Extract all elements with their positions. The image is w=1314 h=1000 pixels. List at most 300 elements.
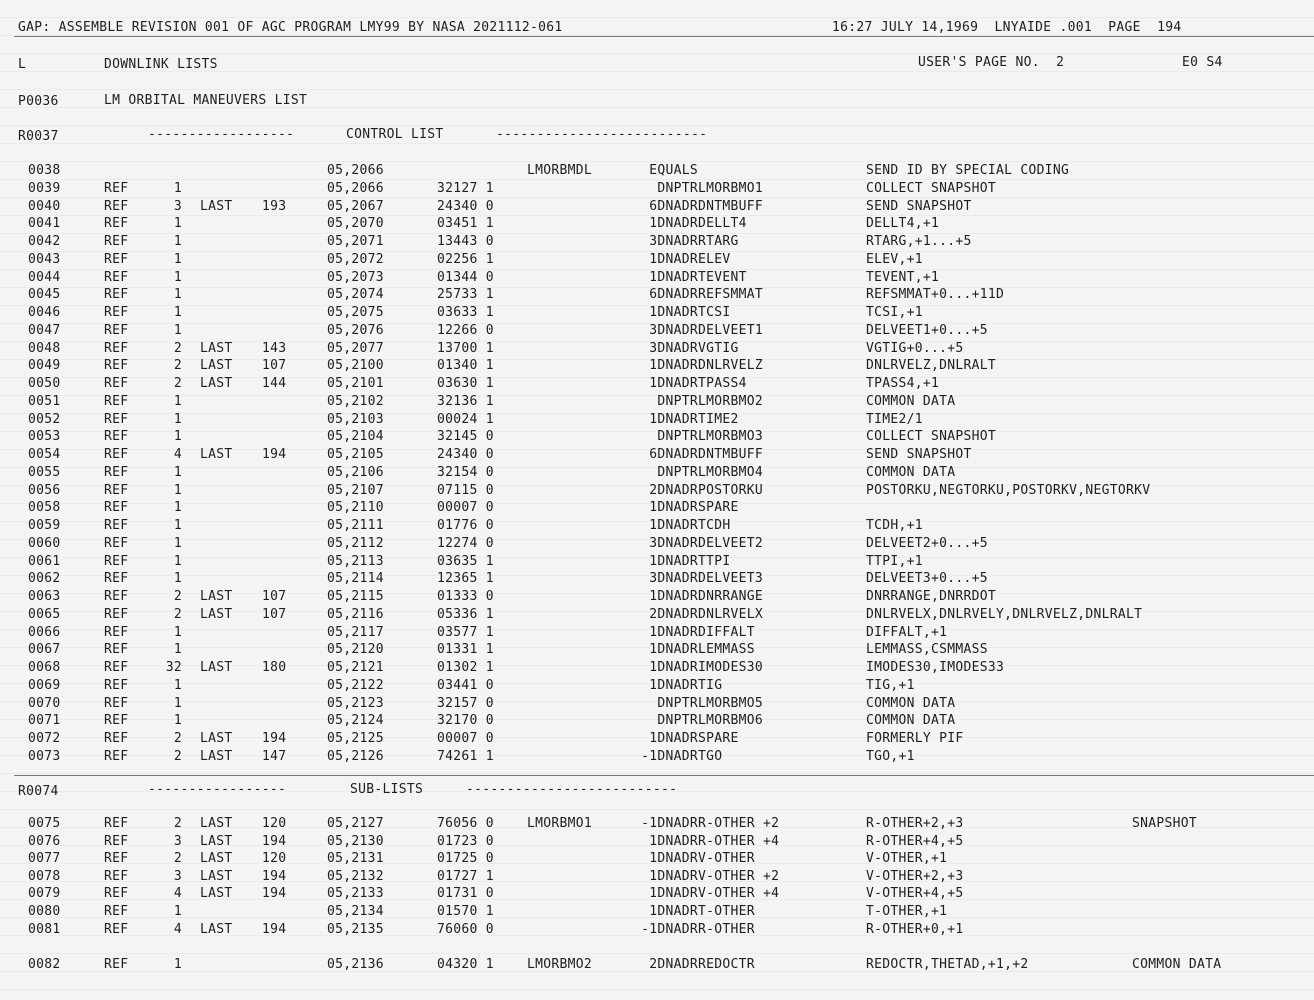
octal-value: 01302 1 (437, 660, 494, 675)
listing-row (0, 695, 1314, 712)
opcode: 1DNADR (649, 677, 698, 693)
last-page: 107 (262, 606, 287, 622)
address: 05,2101 (327, 376, 384, 391)
last-page: 194 (262, 833, 287, 849)
opcode: 3DNADR (649, 234, 698, 249)
listing-row (0, 553, 1314, 570)
ref-count: 1 (173, 624, 182, 640)
line-number: 0059 (28, 518, 61, 533)
octal-value: 03441 0 (437, 677, 494, 693)
line-number: 0070 (28, 695, 61, 711)
comment: TIG,+1 (866, 677, 915, 693)
symbol-label: LMORBMO2 (527, 957, 593, 972)
line-number: 0047 (28, 322, 61, 338)
last-keyword: LAST (200, 921, 233, 937)
line-number: 0063 (28, 589, 61, 604)
symbol-label: LMORBMDL (527, 163, 593, 178)
comment: COMMON DATA (866, 393, 956, 409)
opcode: 3DNADR (649, 535, 698, 551)
ref-keyword: REF (104, 868, 129, 884)
comment: R-OTHER+0,+1 (866, 921, 964, 937)
line-number: 0075 (28, 816, 61, 831)
line-number: 0046 (28, 305, 61, 320)
address: 05,2124 (327, 713, 384, 729)
ref-count: 1 (173, 904, 182, 919)
operand: TEVENT (698, 269, 747, 285)
last-keyword: LAST (200, 589, 233, 604)
section-rule (14, 775, 1314, 776)
octal-value: 32127 1 (437, 180, 494, 196)
opcode: 6DNADR (649, 287, 698, 303)
listing-row (0, 535, 1314, 552)
ref-count: 1 (173, 518, 182, 533)
last-page: 194 (262, 447, 287, 462)
control-list-heading: CONTROL LIST (346, 127, 444, 142)
listing-row (0, 357, 1314, 374)
opcode: 1DNADR (649, 518, 698, 533)
opcode: DNPTR (657, 393, 698, 409)
line-number: 0080 (28, 904, 61, 919)
ref-count: 1 (173, 180, 182, 196)
ref-count: 4 (173, 886, 182, 902)
octal-value: 03633 1 (437, 305, 494, 320)
listing-row (0, 624, 1314, 641)
octal-value: 24340 0 (437, 198, 494, 214)
ref-count: 1 (173, 287, 182, 303)
ref-keyword: REF (104, 198, 129, 214)
line-number: 0045 (28, 287, 61, 303)
ref-keyword: REF (104, 287, 129, 303)
octal-value: 01331 1 (437, 642, 494, 658)
opcode: 1DNADR (649, 553, 698, 569)
ref-count: 1 (173, 464, 182, 480)
header-rule (14, 36, 1314, 37)
comment: COMMON DATA (866, 464, 956, 480)
line-number: 0051 (28, 393, 61, 409)
opcode: 1DNADR (649, 216, 698, 232)
operand: TCSI (698, 305, 731, 320)
ref-count: 2 (173, 731, 182, 746)
operand: DNLRVELZ (698, 358, 764, 374)
opcode: -1DNADR (641, 748, 698, 764)
listing-row (0, 850, 1314, 867)
ref-keyword: REF (104, 180, 129, 196)
octal-value: 04320 1 (437, 957, 494, 972)
listing-row (0, 712, 1314, 729)
comment: REFSMMAT+0...+11D (866, 287, 1005, 303)
operand: DNTMBUFF (698, 447, 764, 462)
ref-keyword: REF (104, 216, 129, 232)
control-dash-left: ------------------ (148, 127, 295, 142)
ref-count: 3 (173, 833, 182, 849)
comment: SEND SNAPSHOT (866, 198, 972, 214)
octal-value: 05336 1 (437, 606, 494, 622)
ref-count: 2 (173, 851, 182, 867)
ref-keyword: REF (104, 833, 129, 849)
ref-count: 1 (173, 482, 182, 498)
ref-count: 1 (173, 500, 182, 516)
ref-keyword: REF (104, 571, 129, 587)
opcode: 1DNADR (649, 358, 698, 374)
ref-keyword: REF (104, 269, 129, 285)
listing-row (0, 304, 1314, 321)
line-number: 0058 (28, 500, 61, 516)
listing-row (0, 286, 1314, 303)
section-title: DOWNLINK LISTS (104, 57, 218, 72)
comment: IMODES30,IMODES33 (866, 660, 1005, 675)
comment: TCSI,+1 (866, 305, 923, 320)
listing-row (0, 748, 1314, 765)
ref-count: 1 (173, 695, 182, 711)
address: 05,2112 (327, 535, 384, 551)
octal-value: 01723 0 (437, 833, 494, 849)
operand: DNRRANGE (698, 589, 764, 604)
operand: LMORBMO4 (698, 464, 764, 480)
line-number: 0072 (28, 731, 61, 746)
opcode: -1DNADR (641, 816, 698, 831)
ref-count: 1 (173, 393, 182, 409)
p-line-number: P0036 (18, 94, 59, 109)
opcode: 1DNADR (649, 660, 698, 675)
operand: T-OTHER (698, 904, 755, 919)
operand: REDOCTR (698, 957, 755, 972)
line-number: 0052 (28, 411, 61, 427)
octal-value: 03630 1 (437, 376, 494, 391)
ref-keyword: REF (104, 411, 129, 427)
comment: VGTIG+0...+5 (866, 340, 964, 356)
octal-value: 03635 1 (437, 553, 494, 569)
ref-count: 1 (173, 677, 182, 693)
ref-keyword: REF (104, 606, 129, 622)
ref-keyword: REF (104, 234, 129, 249)
line-number: 0060 (28, 535, 61, 551)
opcode: 1DNADR (649, 624, 698, 640)
ref-count: 2 (173, 606, 182, 622)
last-page: 194 (262, 868, 287, 884)
address: 05,2133 (327, 886, 384, 902)
ref-keyword: REF (104, 589, 129, 604)
eo-marker: E0 S4 (1182, 55, 1223, 70)
ref-count: 1 (173, 322, 182, 338)
listing-row (0, 517, 1314, 534)
octal-value: 00007 0 (437, 500, 494, 516)
operand: ELEV (698, 251, 731, 267)
octal-value: 74261 1 (437, 748, 494, 764)
ref-keyword: REF (104, 851, 129, 867)
octal-value: 25733 1 (437, 287, 494, 303)
address: 05,2105 (327, 447, 384, 462)
octal-value: 02256 1 (437, 251, 494, 267)
opcode: 2DNADR (649, 606, 698, 622)
operand: DELLT4 (698, 216, 747, 232)
octal-value: 01776 0 (437, 518, 494, 533)
listing-row (0, 868, 1314, 885)
operand: DELVEET2 (698, 535, 764, 551)
last-page: 147 (262, 748, 287, 764)
address: 05,2117 (327, 624, 384, 640)
listing-row (0, 730, 1314, 747)
comment: DELVEET2+0...+5 (866, 535, 988, 551)
line-number: 0056 (28, 482, 61, 498)
address: 05,2066 (327, 180, 384, 196)
comment: TGO,+1 (866, 748, 915, 764)
line-number: 0061 (28, 553, 61, 569)
listing-row (0, 375, 1314, 392)
octal-value: 12274 0 (437, 535, 494, 551)
octal-value: 01725 0 (437, 851, 494, 867)
address: 05,2074 (327, 287, 384, 303)
address: 05,2114 (327, 571, 384, 587)
last-page: 193 (262, 198, 287, 214)
assembly-header: GAP: ASSEMBLE REVISION 001 OF AGC PROGRAM LMY99 BY NASA 2021112-061 (18, 20, 563, 35)
ref-keyword: REF (104, 748, 129, 764)
line-number: 0076 (28, 833, 61, 849)
listing-row (0, 322, 1314, 339)
last-keyword: LAST (200, 731, 233, 746)
operand: IMODES30 (698, 660, 764, 675)
opcode: DNPTR (657, 429, 698, 445)
octal-value: 01344 0 (437, 269, 494, 285)
line-number: 0043 (28, 251, 61, 267)
octal-value: 00024 1 (437, 411, 494, 427)
ref-count: 32 (165, 660, 182, 675)
line-number: 0068 (28, 660, 61, 675)
address: 05,2134 (327, 904, 384, 919)
opcode: 1DNADR (649, 411, 698, 427)
line-number: 0073 (28, 748, 61, 764)
ref-count: 2 (173, 340, 182, 356)
last-keyword: LAST (200, 606, 233, 622)
listing-row (0, 885, 1314, 902)
ref-count: 1 (173, 571, 182, 587)
last-page: 144 (262, 376, 287, 391)
comment: FORMERLY PIF (866, 731, 964, 746)
address: 05,2123 (327, 695, 384, 711)
address: 05,2066 (327, 163, 384, 178)
octal-value: 07115 0 (437, 482, 494, 498)
opcode: 1DNADR (649, 851, 698, 867)
last-page: 120 (262, 816, 287, 831)
operand: R-OTHER +2 (698, 816, 780, 831)
address: 05,2116 (327, 606, 384, 622)
listing-row (0, 251, 1314, 268)
opcode: 1DNADR (649, 500, 698, 516)
listing-row (0, 215, 1314, 232)
listing-row (0, 233, 1314, 250)
address: 05,2073 (327, 269, 384, 285)
sublists-heading: SUB-LISTS (350, 782, 424, 797)
operand: R-OTHER +4 (698, 833, 780, 849)
ref-keyword: REF (104, 816, 129, 831)
octal-value: 76056 0 (437, 816, 494, 831)
address: 05,2122 (327, 677, 384, 693)
listing-row (0, 162, 1314, 179)
operand: DNTMBUFF (698, 198, 764, 214)
address: 05,2107 (327, 482, 384, 498)
ref-count: 2 (173, 376, 182, 391)
listing-row (0, 677, 1314, 694)
sublists-dash-right: -------------------------- (466, 782, 678, 797)
list-title: LM ORBITAL MANEUVERS LIST (104, 93, 308, 108)
octal-value: 24340 0 (437, 447, 494, 462)
ref-keyword: REF (104, 904, 129, 919)
ref-keyword: REF (104, 429, 129, 445)
ref-count: 2 (173, 358, 182, 374)
operand: REFSMMAT (698, 287, 764, 303)
octal-value: 32136 1 (437, 393, 494, 409)
line-number: 0048 (28, 340, 61, 356)
comment: POSTORKU,NEGTORKU,POSTORKV,NEGTORKV (866, 482, 1151, 498)
line-number: 0062 (28, 571, 61, 587)
address: 05,2075 (327, 305, 384, 320)
address: 05,2106 (327, 464, 384, 480)
ref-count: 1 (173, 234, 182, 249)
last-keyword: LAST (200, 340, 233, 356)
ref-keyword: REF (104, 393, 129, 409)
ref-keyword: REF (104, 624, 129, 640)
address: 05,2072 (327, 251, 384, 267)
comment: TPASS4,+1 (866, 376, 940, 391)
opcode: -1DNADR (641, 921, 698, 937)
operand: LMORBMO6 (698, 713, 764, 729)
ref-count: 1 (173, 713, 182, 729)
address: 05,2071 (327, 234, 384, 249)
line-number: 0082 (28, 957, 61, 972)
ref-keyword: REF (104, 553, 129, 569)
operand: V-OTHER (698, 851, 755, 867)
last-keyword: LAST (200, 868, 233, 884)
address: 05,2076 (327, 322, 384, 338)
last-page: 107 (262, 358, 287, 374)
opcode: 1DNADR (649, 305, 698, 320)
line-number: 0050 (28, 376, 61, 391)
listing-row (0, 570, 1314, 587)
line-number: 0040 (28, 198, 61, 214)
ref-keyword: REF (104, 518, 129, 533)
ref-count: 1 (173, 411, 182, 427)
listing-row (0, 393, 1314, 410)
comment: TIME2/1 (866, 411, 923, 427)
ref-count: 2 (173, 589, 182, 604)
listing-row (0, 499, 1314, 516)
line-number: 0081 (28, 921, 61, 937)
listing-row (0, 428, 1314, 445)
address: 05,2136 (327, 957, 384, 972)
opcode: 1DNADR (649, 833, 698, 849)
listing-row (0, 446, 1314, 463)
ref-keyword: REF (104, 957, 129, 972)
listing-row (0, 198, 1314, 215)
symbol-label: LMORBMO1 (527, 816, 593, 831)
octal-value: 12266 0 (437, 322, 494, 338)
octal-value: 01340 1 (437, 358, 494, 374)
operand: RTARG (698, 234, 739, 249)
address: 05,2067 (327, 198, 384, 214)
operand: LMORBMO3 (698, 429, 764, 445)
comment: COMMON DATA (866, 713, 956, 729)
operand: VGTIG (698, 340, 739, 356)
last-page: 194 (262, 886, 287, 902)
opcode: 1DNADR (649, 589, 698, 604)
comment: DELVEET3+0...+5 (866, 571, 988, 587)
ref-count: 1 (173, 216, 182, 232)
octal-value: 32154 0 (437, 464, 494, 480)
opcode: 2DNADR (649, 957, 698, 972)
ref-keyword: REF (104, 921, 129, 937)
ref-keyword: REF (104, 340, 129, 356)
l-mark: L (18, 57, 27, 72)
comment: R-OTHER+2,+3 (866, 816, 964, 831)
ref-keyword: REF (104, 251, 129, 267)
listing-row (0, 641, 1314, 658)
operand: LEMMASS (698, 642, 755, 658)
ref-keyword: REF (104, 642, 129, 658)
address: 05,2135 (327, 921, 384, 937)
last-keyword: LAST (200, 198, 233, 214)
octal-value: 03451 1 (437, 216, 494, 232)
last-keyword: LAST (200, 358, 233, 374)
line-number: 0066 (28, 624, 61, 640)
operand: DIFFALT (698, 624, 755, 640)
ref-count: 3 (173, 198, 182, 214)
comment: REDOCTR,THETAD,+1,+2 (866, 957, 1029, 972)
line-number: 0065 (28, 606, 61, 622)
line-number: 0055 (28, 464, 61, 480)
operand: SPARE (698, 500, 739, 516)
comment: LEMMASS,CSMMASS (866, 642, 988, 658)
listing-row (0, 833, 1314, 850)
address: 05,2070 (327, 216, 384, 232)
address: 05,2131 (327, 851, 384, 867)
address: 05,2103 (327, 411, 384, 427)
opcode: 1DNADR (649, 251, 698, 267)
operand: LMORBMO1 (698, 180, 764, 196)
octal-value: 12365 1 (437, 571, 494, 587)
line-number: 0041 (28, 216, 61, 232)
opcode: 6DNADR (649, 447, 698, 462)
ref-keyword: REF (104, 677, 129, 693)
ref-count: 2 (173, 816, 182, 831)
ref-keyword: REF (104, 886, 129, 902)
line-number: 0067 (28, 642, 61, 658)
octal-value: 32170 0 (437, 713, 494, 729)
last-keyword: LAST (200, 816, 233, 831)
octal-value: 13443 0 (437, 234, 494, 249)
opcode: 2DNADR (649, 482, 698, 498)
listing-row (0, 180, 1314, 197)
comment: DNRRANGE,DNRRDOT (866, 589, 997, 604)
ref-count: 1 (173, 269, 182, 285)
listing-row (0, 464, 1314, 481)
timestamp-page-header: 16:27 JULY 14,1969 LNYAIDE .001 PAGE 194 (832, 20, 1182, 35)
listing-row (0, 269, 1314, 286)
opcode: 1DNADR (649, 886, 698, 902)
ref-count: 1 (173, 957, 182, 972)
listing-row (0, 411, 1314, 428)
opcode: 1DNADR (649, 731, 698, 746)
octal-value: 01731 0 (437, 886, 494, 902)
comment: TEVENT,+1 (866, 269, 940, 285)
line-number: 0071 (28, 713, 61, 729)
octal-value: 00007 0 (437, 731, 494, 746)
opcode: 3DNADR (649, 571, 698, 587)
last-keyword: LAST (200, 447, 233, 462)
comment: COLLECT SNAPSHOT (866, 180, 997, 196)
ref-keyword: REF (104, 535, 129, 551)
opcode: 6DNADR (649, 198, 698, 214)
ref-keyword: REF (104, 322, 129, 338)
ref-count: 4 (173, 921, 182, 937)
